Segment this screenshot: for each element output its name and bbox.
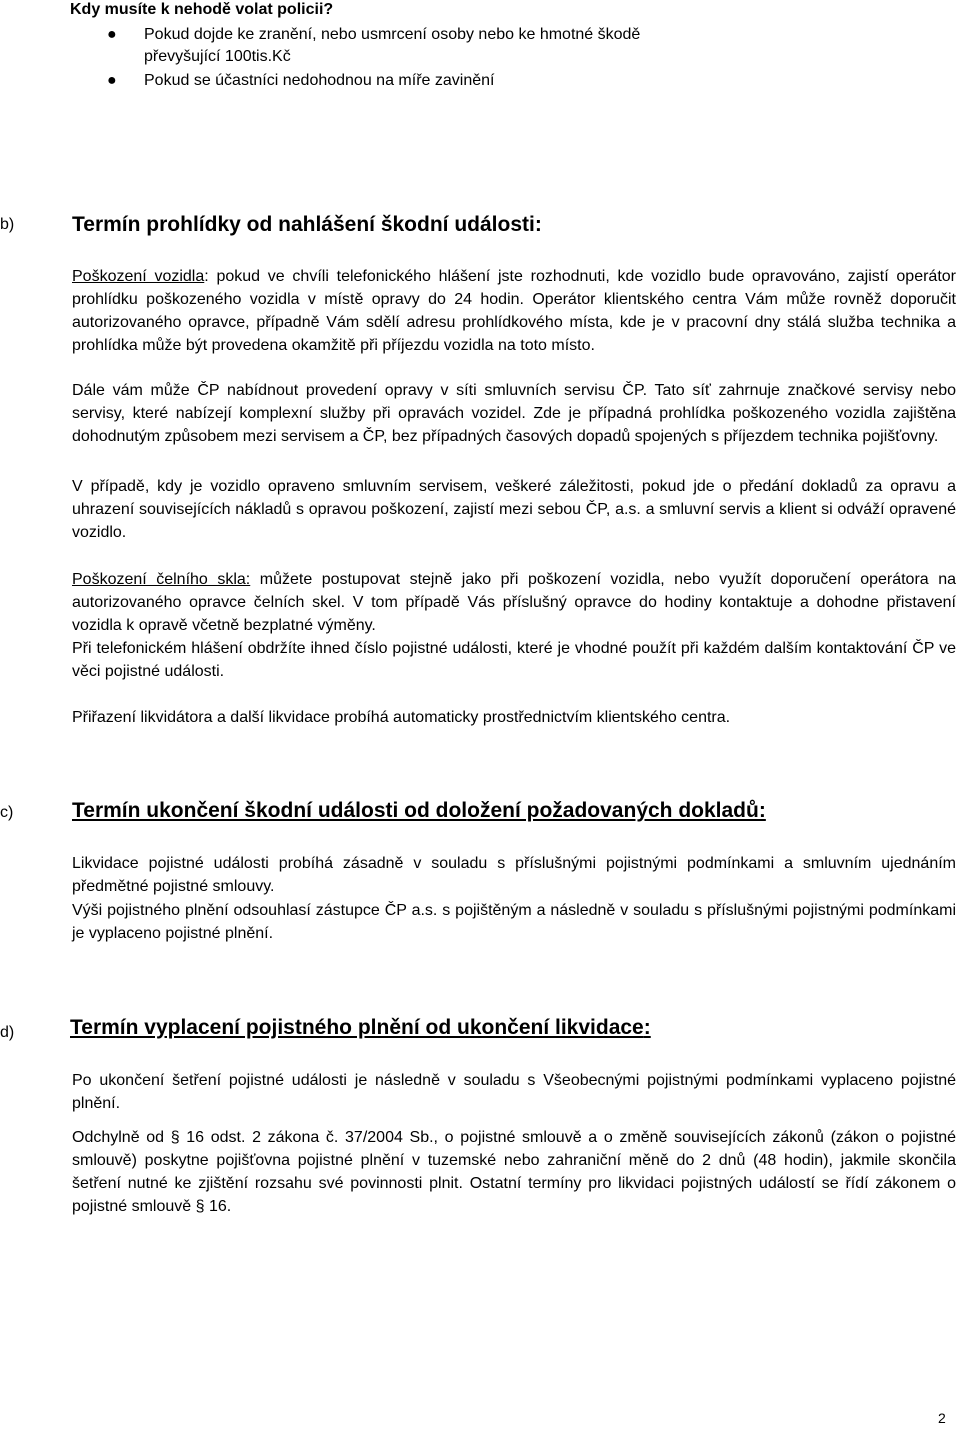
section-d-letter: d)	[0, 1024, 15, 1041]
intro-title: Kdy musíte k nehodě volat policii?	[70, 1, 334, 18]
section-b-heading: Termín prohlídky od nahlášení škodní události:	[72, 213, 542, 236]
list-item: ● Pokud dojde ke zranění, nebo usmrcení osoby nebo ke hmotné škodě převyšující 100tis.Kč	[107, 26, 641, 65]
section-c-letter: c)	[0, 804, 14, 821]
bullet-icon: ●	[107, 26, 117, 43]
list-item: ● Pokud se účastníci nedohodnou na míře zavinění	[70, 70, 720, 92]
section-d-heading: Termín vyplacení pojistného plnění od ukončení likvidace:	[70, 1016, 651, 1039]
section-b-letter: b)	[0, 216, 15, 233]
section-d-paragraph-2: Odchylně od § 16 odst. 2 zákona č. 37/2004 Sb., o pojistné smlouvě a o změně souvisejících zákonů (zákon o pojistné smlouvě) poskytne pojišťovna pojistné plnění v tuzemské nebo zahraniční měně do 2 dnů (48 hodin), jakmile skončila šetření nutné ke zjištění rozsahu své povinnosti plnit. Ostatní termíny pro likvidaci pojistných událostí se řídí zákonem o pojistné smlouvě § 16.	[72, 1129, 956, 1215]
intro-bullet-list	[70, 24, 720, 92]
section-c-paragraph-2: Výši pojistného plnění odsouhlasí zástupce ČP a.s. s pojištěným a následně v souladu s příslušnými pojistnými podmínkami je vyplaceno pojistné plnění.	[72, 902, 956, 942]
section-b-paragraph-6: Přiřazení likvidátora a další likvidace probíhá automaticky prostřednictvím klientského centra.	[72, 709, 731, 726]
section-b-paragraph-1: Poškození vozidla: pokud ve chvíli telefonického hlášení jste rozhodnuti, kde vozidlo bude opravováno, zajistí operátor prohlídku poškozeného vozidla v místě opravy do 24 hodin. Operátor klientského centra Vám může rovněž doporučit autorizovaného opravce, případně Vám sdělí adresu prohlídkového místa, kde je v pracovní dny stálá služba technika a prohlídka může být provedena okamžitě při příjezdu vozidla na toto místo.	[72, 268, 956, 354]
section-d-paragraph-1: Po ukončení šetření pojistné události je následně v souladu s Všeobecnými pojistnými podmínkami vyplaceno pojistné plnění.	[72, 1072, 956, 1112]
windshield-damage-label: Poškození čelního skla:	[72, 571, 251, 588]
section-b-paragraph-5: Při telefonickém hlášení obdržíte ihned číslo pojistné události, které je vhodné použít při každém dalším kontaktování ČP ve věci pojistné události.	[72, 640, 956, 680]
section-b-paragraph-4: Poškození čelního skla: můžete postupovat stejně jako při poškození vozidla, nebo využít doporučení operátora na autorizovaného opravce čelních skel. V tom případě Vás příslušný opravce do hodiny kontaktuje a dohodne přistavení vozidla k opravě včetně bezplatné výměny.	[72, 571, 957, 634]
bullet-icon: ●	[107, 72, 117, 89]
vehicle-damage-label: Poškození vozidla	[72, 268, 205, 285]
section-b-paragraph-2: Dále vám může ČP nabídnout provedení opravy v síti smluvních servisu ČP. Tato síť zahrnuje značkové servisy nebo servisy, které nabízejí komplexní služby při opravách vozidel. Zde je případná prohlídka poškozeného vozidla zajištěna dohodnutým způsobem mezi servisem a ČP, bez případných časových dopadů spojených s příjezdem technika pojišťovny.	[72, 382, 956, 445]
section-c-heading: Termín ukončení škodní události od doložení požadovaných dokladů:	[72, 799, 766, 822]
section-c-paragraph-1: Likvidace pojistné události probíhá zásadně v souladu s příslušnými pojistnými podmínkami a smluvním ujednáním předmětné pojistné smlouvy.	[72, 855, 956, 895]
section-b-paragraph-3: V případě, kdy je vozidlo opraveno smluvním servisem, veškeré záležitosti, pokud jde o předání dokladů za opravu a uhrazení souvisejících nákladů s opravou poškození, zajistí mezi sebou ČP, a.s. a smluvní servis a klient si odváží opravené vozidlo.	[72, 478, 956, 541]
page-number: 2	[938, 1410, 946, 1426]
